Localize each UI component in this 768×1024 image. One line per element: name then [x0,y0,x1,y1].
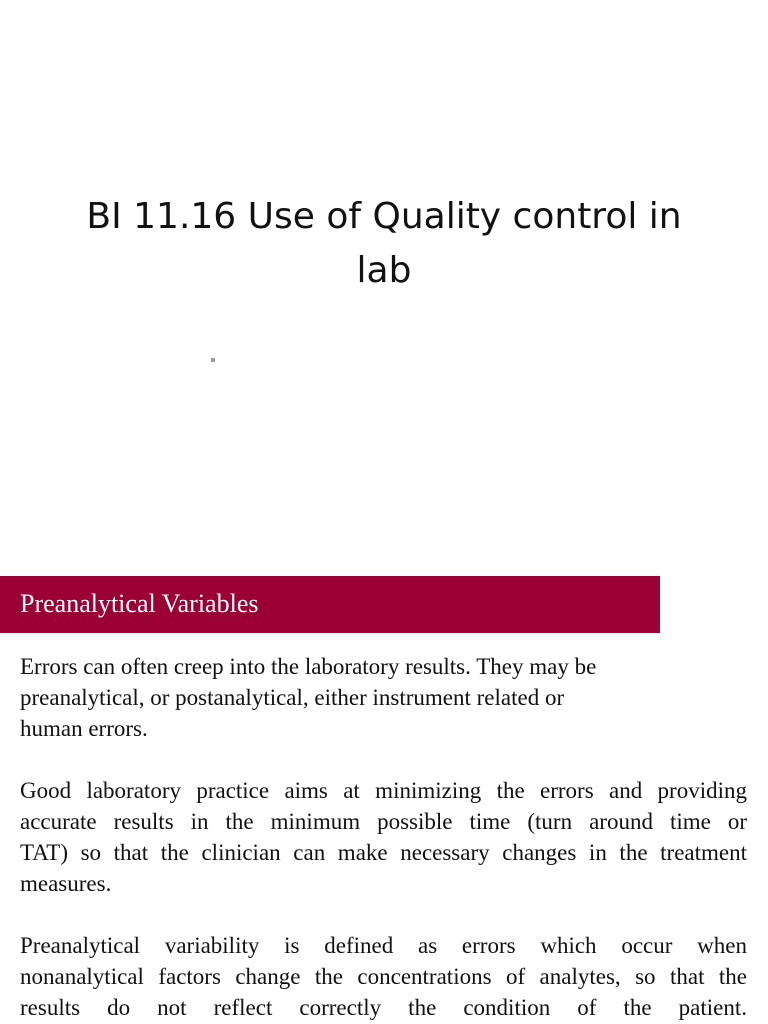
body-text [20,651,747,1023]
paragraph-preanalytical [20,930,747,1023]
paragraph-line: Errors can often creep into the laboratory results. They may be [20,654,597,679]
paragraph-line: accurate results in the minimum possible time (turn around time or [20,809,747,834]
paragraph-line: measures. [20,871,112,896]
paragraph-line: Good laboratory practice aims at minimizing the errors and providing [20,778,747,803]
paragraph-good-practice [20,775,747,899]
paragraph-line: human errors. [20,716,148,741]
decorative-dot [211,358,215,362]
paragraph-line: results do not reflect correctly the condition of the patient. [20,995,747,1020]
paragraph-line: TAT) so that the clinician can make necessary changes in the treatment [20,840,747,865]
slide-title-line-2: lab [356,250,412,291]
paragraph-errors [20,651,747,744]
slide-title-line-1: BI 11.16 Use of Quality control in [86,196,682,237]
slide-title [40,190,728,298]
section-banner [0,576,660,633]
section-heading: Preanalytical Variables [20,589,259,618]
paragraph-line: Preanalytical variability is defined as errors which occur when [20,933,747,958]
paragraph-line: nonanalytical factors change the concentrations of analytes, so that the [20,964,747,989]
paragraph-line: preanalytical, or postanalytical, either instrument related or [20,685,565,710]
